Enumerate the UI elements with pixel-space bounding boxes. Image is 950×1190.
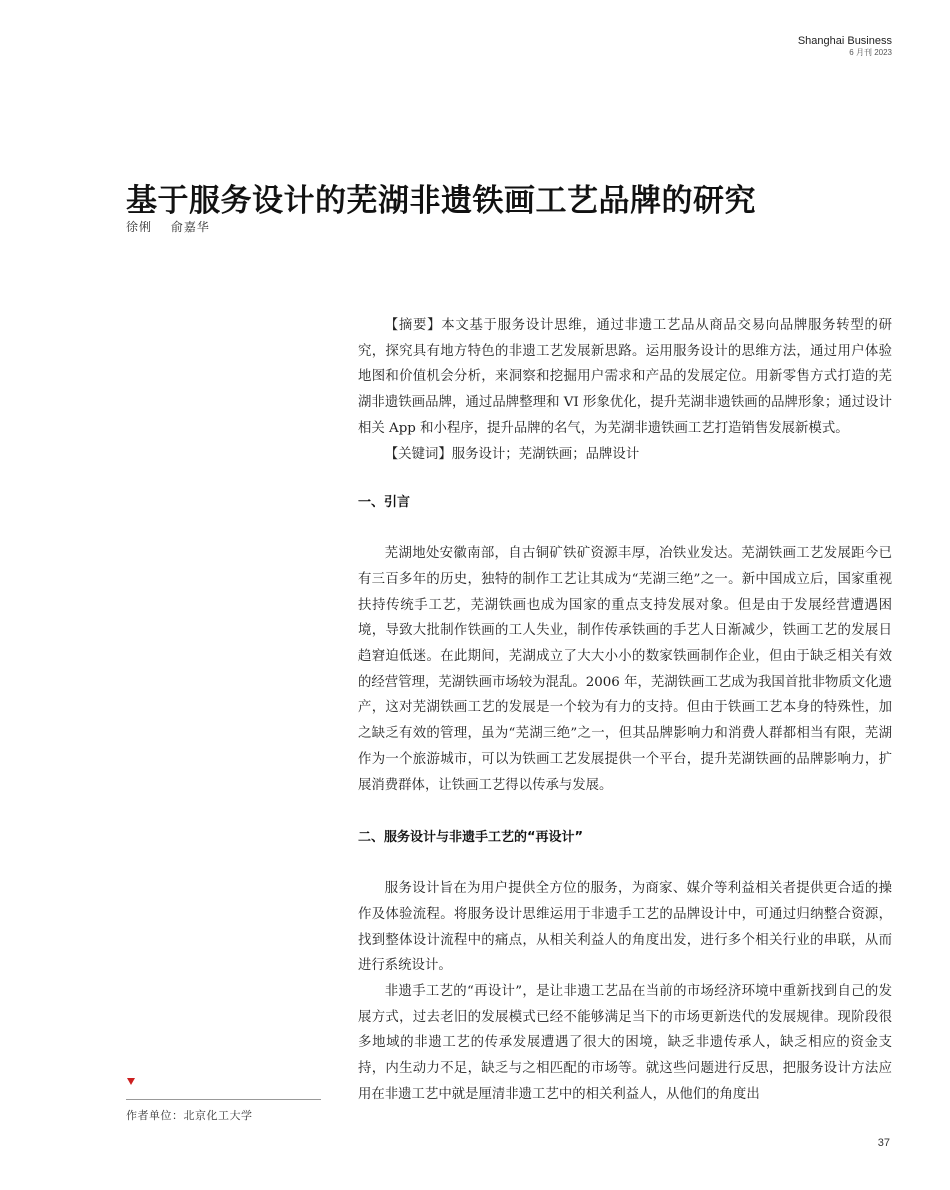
author-name: 徐俐 <box>126 220 153 234</box>
page-number: 37 <box>877 1137 890 1149</box>
keywords: 【关键词】服务设计；芜湖铁画；品牌设计 <box>384 446 640 462</box>
abstract: 【摘要】本文基于服务设计思维，通过非遗工艺品从商品交易向品牌服务转型的研究，探究具有地方特色的非遗工艺发展新思路。运用服务设计的思维方法，通过用户体验地图和价值机会分析，来洞察和挖掘用户需求和产品的发展定位。用新零售方式打造的芜湖非遗铁画品牌，通过品牌整理和 VI 形象优化，提升芜湖非遗铁画的品牌形象；通过设计相关 App 和小程序，提升品牌的名气，为芜湖非遗铁画工艺打造销售发展新模式。 <box>358 318 892 436</box>
running-header <box>798 34 892 58</box>
article-body <box>358 313 892 1108</box>
footnote-divider <box>126 1099 321 1100</box>
author-name: 俞嘉华 <box>170 220 210 234</box>
article-title: 基于服务设计的芜湖非遗铁画工艺品牌的研究 <box>126 183 756 219</box>
journal-name: Shanghai Business <box>797 35 892 47</box>
issue-info: 6 月刊 2023 <box>849 48 892 57</box>
section-heading: 一、引言 <box>358 495 411 511</box>
body-paragraph: 芜湖地处安徽南部，自古铜矿铁矿资源丰厚，冶铁业发达。芜湖铁画工艺发展距今已有三百多年的历史，独特的制作工艺让其成为“芜湖三绝”之一。新中国成立后，国家重视扶持传统手工艺，芜湖铁画也成为国家的重点支持发展对象。但是由于发展经营遭遇困境，导致大批制作铁画的工人失业，制作传承铁画的手艺人日渐减少，铁画工艺的发展日趋窘迫低迷。在此期间，芜湖成立了大大小小的数家铁画制作企业，但由于缺乏相关有效的经营管理，芜湖铁画市场较为混乱。2006 年，芜湖铁画工艺成为我国首批非物质文化遗产，这对芜湖铁画工艺的发展是一个较为有力的支持。但由于铁画工艺本身的特殊性，加之缺乏有效的管理，虽为“芜湖三绝”之一，但其品牌影响力和消费人群都相当有限，芜湖作为一个旅游城市，可以为铁画工艺发展提供一个平台，提升芜湖铁画的品牌影响力，扩展消费群体，让铁画工艺得以传承与发展。 <box>358 546 892 793</box>
author-affiliation: 作者单位：北京化工大学 <box>126 1109 253 1122</box>
body-paragraph: 服务设计旨在为用户提供全方位的服务，为商家、媒介等利益相关者提供更合适的操作及体验流程。将服务设计思维运用于非遗手工艺的品牌设计中，可通过归纳整合资源，找到整体设计流程中的痛点，从相关利益人的角度出发，进行多个相关行业的串联，从而进行系统设计。 <box>358 881 892 974</box>
section-heading: 二、服务设计与非遗手工艺的“再设计” <box>358 830 584 846</box>
red-triangle-marker-icon <box>127 1078 135 1085</box>
author-list <box>126 218 210 235</box>
body-paragraph: 非遗手工艺的“再设计”，是让非遗工艺品在当前的市场经济环境中重新找到自己的发展方式，过去老旧的发展模式已经不能够满足当下的市场更新迭代的发展规律。现阶段很多地域的非遗工艺的传承发展遭遇了很大的困境，缺乏非遗传承人，缺乏相应的资金支持，内生动力不足，缺乏与之相匹配的市场等。就这些问题进行反思，把服务设计方法应用在非遗工艺中就是厘清非遗工艺中的相关利益人，从他们的角度出 <box>358 984 892 1102</box>
